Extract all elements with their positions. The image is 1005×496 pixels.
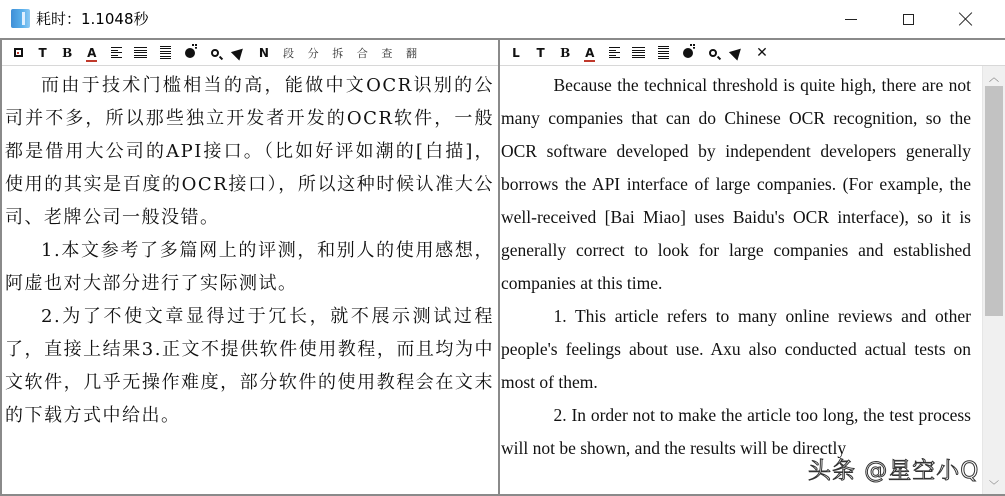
align-full-button[interactable] bbox=[654, 43, 674, 63]
vertical-scrollbar[interactable] bbox=[982, 66, 1005, 494]
scroll-up-arrow-icon[interactable]: ︿ bbox=[989, 72, 999, 84]
bold-icon: B bbox=[560, 45, 571, 60]
break-button[interactable]: 拆 bbox=[332, 46, 344, 60]
split-button[interactable]: 分 bbox=[307, 46, 319, 60]
close-icon: ✕ bbox=[756, 44, 768, 61]
watermark: 头条 @星空小Q bbox=[808, 458, 980, 484]
bomb-icon bbox=[185, 48, 195, 58]
minimize-icon bbox=[845, 19, 857, 20]
l-icon: L bbox=[512, 45, 520, 60]
send-button[interactable] bbox=[229, 43, 249, 63]
merge-button[interactable]: 合 bbox=[356, 46, 368, 60]
bold-button[interactable] bbox=[555, 43, 575, 63]
source-paragraph: 2.为了不使文章显得过于冗长，就不展示测试过程了，直接上结果3.正文不提供软件使用教程，而且均为中文软件，几乎无操作难度，部分软件的使用教程会在文末的下载方式中给出。 bbox=[5, 306, 494, 426]
bold-icon: B bbox=[62, 45, 73, 60]
translation-pane bbox=[499, 38, 1005, 496]
translation-text-area[interactable] bbox=[500, 66, 1005, 494]
n-icon: N bbox=[258, 45, 269, 60]
align-justify-button[interactable] bbox=[131, 43, 151, 63]
font-color-icon: A bbox=[585, 45, 595, 60]
search-button[interactable] bbox=[703, 43, 723, 63]
source-paragraph: 1.本文参考了多篇网上的评测，和别人的使用感想，阿虚也对大部分进行了实际测试。 bbox=[5, 240, 494, 294]
align-justify-button[interactable] bbox=[629, 43, 649, 63]
align-full-icon bbox=[658, 46, 669, 60]
stop-square-button[interactable] bbox=[8, 43, 28, 63]
translation-paragraph: 1. This article refers to many online reviews and other people's feelings about use. Axu also conducted actual tests on most of them. bbox=[501, 306, 971, 392]
translation-paragraph: 2. In order not to make the article too long, the test process will not be shown, and the results will be directly bbox=[501, 405, 971, 458]
source-paragraph: 而由于技术门槛相当的高，能做中文OCR识别的公司并不多，所以那些独立开发者开发的OCR软件，一般都是借用大公司的API接口。（比如好评如潮的[白描]，使用的其实是百度的OCR接口），所以这种时候认准大公司、老牌公司一般没错。 bbox=[5, 75, 494, 228]
send-button[interactable] bbox=[727, 43, 747, 63]
maximize-icon bbox=[903, 14, 914, 25]
maximize-button[interactable] bbox=[879, 0, 937, 38]
text-button[interactable] bbox=[531, 43, 551, 63]
send-icon bbox=[729, 44, 745, 60]
align-full-icon bbox=[160, 46, 171, 60]
align-left-button[interactable] bbox=[106, 43, 126, 63]
n-button[interactable] bbox=[254, 43, 274, 63]
right-toolbar bbox=[500, 40, 1005, 66]
bold-button[interactable] bbox=[57, 43, 77, 63]
minimize-button[interactable] bbox=[822, 0, 880, 38]
source-text-pane bbox=[0, 38, 499, 496]
left-toolbar bbox=[2, 40, 498, 66]
app-icon bbox=[11, 9, 30, 28]
lookup-button[interactable]: 查 bbox=[381, 46, 393, 60]
font-color-icon: A bbox=[87, 45, 97, 60]
text-icon: T bbox=[38, 45, 47, 60]
scrollbar-thumb[interactable] bbox=[985, 86, 1003, 316]
align-left-button[interactable] bbox=[604, 43, 624, 63]
text-button[interactable] bbox=[33, 43, 53, 63]
bomb-icon bbox=[683, 48, 693, 58]
send-icon bbox=[231, 44, 247, 60]
window-title: 耗时：1.1048秒 bbox=[36, 10, 149, 28]
close-icon bbox=[959, 12, 973, 26]
search-icon bbox=[709, 49, 717, 57]
translate-button[interactable]: 翻 bbox=[406, 46, 417, 60]
translation-paragraph: Because the technical threshold is quite high, there are not many companies that can do Chinese OCR recognition, so the OCR software developed by independent developers generally borrows the API interface of large companies. (For example, the well-received [Bai Miao] uses Baidu's OCR interface), so it is generally correct to look for large companies and established companies at this time. bbox=[501, 75, 971, 293]
search-button[interactable] bbox=[205, 43, 225, 63]
bomb-button[interactable] bbox=[180, 43, 200, 63]
title-bar bbox=[0, 0, 1005, 38]
scroll-down-arrow-icon[interactable]: ﹀ bbox=[989, 480, 999, 492]
source-text-area[interactable] bbox=[2, 66, 498, 494]
font-color-button[interactable] bbox=[580, 43, 600, 63]
paragraph-button[interactable]: 段 bbox=[283, 46, 295, 60]
align-justify-icon bbox=[134, 47, 147, 58]
bomb-button[interactable] bbox=[678, 43, 698, 63]
align-left-icon bbox=[111, 47, 122, 58]
search-icon bbox=[211, 49, 219, 57]
text-icon: T bbox=[536, 45, 545, 60]
stop-square-icon bbox=[14, 48, 23, 57]
align-justify-icon bbox=[632, 47, 645, 58]
l-button[interactable] bbox=[506, 43, 526, 63]
font-color-button[interactable] bbox=[82, 43, 102, 63]
align-full-button[interactable] bbox=[156, 43, 176, 63]
close-pane-button[interactable] bbox=[752, 43, 772, 63]
close-window-button[interactable] bbox=[937, 0, 995, 38]
align-left-icon bbox=[609, 47, 620, 58]
